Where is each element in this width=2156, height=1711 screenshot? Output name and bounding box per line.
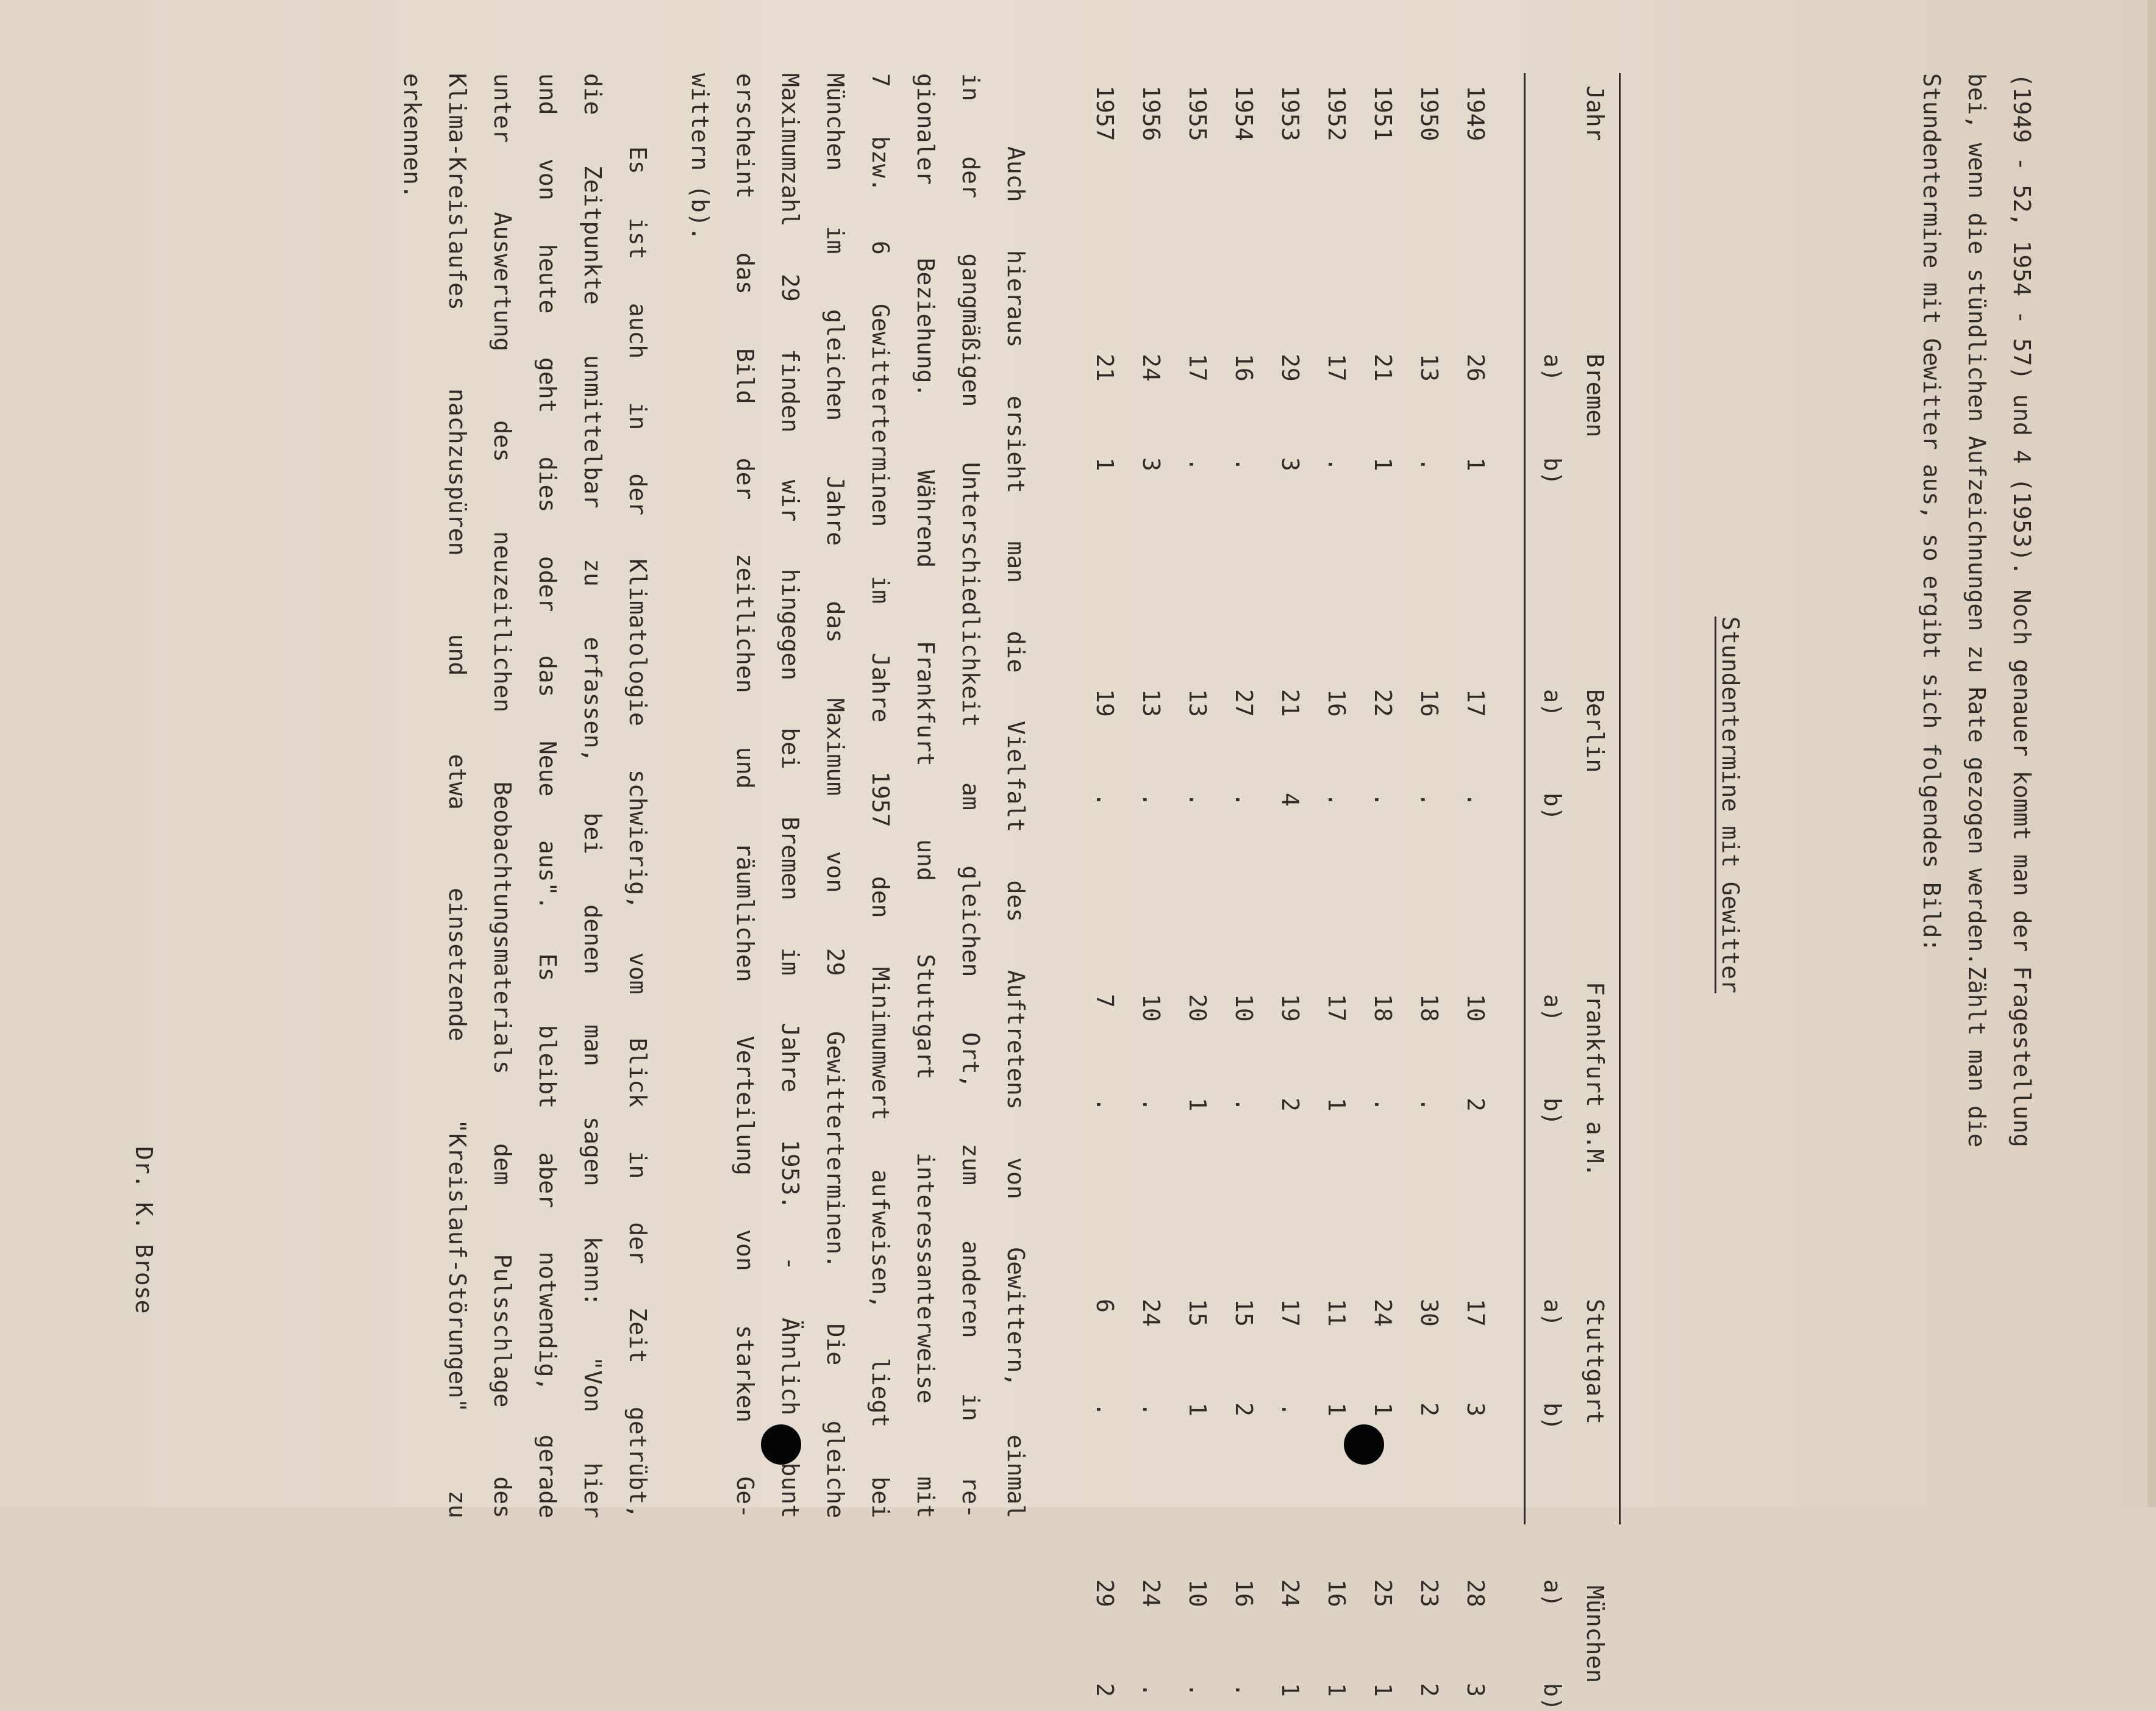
table-value-cell: . [1230, 1683, 1257, 1697]
table-value-cell: 1 [1369, 1683, 1396, 1697]
table-value-cell: 17 [1323, 354, 1350, 382]
table-value-cell: 2 [1277, 1098, 1304, 1112]
table-value-cell: . [1184, 457, 1211, 471]
table-value-cell: 17 [1184, 354, 1211, 382]
table-value-cell: . [1230, 1098, 1257, 1112]
table-year-cell: 1950 [1416, 85, 1443, 141]
table-top-rule [1619, 73, 1621, 1524]
table-value-cell: 1 [1462, 457, 1489, 471]
column-a-label: a) [1539, 354, 1566, 382]
page-edge-shadow [2147, 0, 2156, 1507]
table-value-cell: 10 [1230, 994, 1257, 1022]
paragraph-line: erkennen. [399, 73, 426, 199]
table-value-cell: 21 [1091, 354, 1118, 382]
table-value-cell: 11 [1323, 1299, 1350, 1327]
table-value-cell: . [1138, 1683, 1165, 1697]
table-value-cell: . [1184, 1683, 1211, 1697]
table-value-cell: 22 [1369, 689, 1396, 717]
table-year-cell: 1951 [1369, 85, 1396, 141]
paragraph-line: Klima-Kreislaufes nachzuspüren und etwa einsetzende "Kreislauf-Störungen" zu [444, 73, 471, 1518]
table-value-cell: 1 [1091, 457, 1118, 471]
column-a-label: a) [1539, 689, 1566, 717]
table-title: Stundentermine mit Gewitter [1717, 616, 1744, 993]
table-value-cell: 1 [1369, 457, 1396, 471]
table-value-cell: 4 [1277, 793, 1304, 807]
table-value-cell: 18 [1369, 994, 1396, 1022]
paragraph-line: Es ist auch in der Klimatologie schwierig, vom Blick in der Zeit getrübt, [624, 146, 651, 1518]
table-year-cell: 1952 [1323, 85, 1350, 141]
table-value-cell: . [1184, 793, 1211, 807]
table-value-cell: 18 [1416, 994, 1443, 1022]
table-value-cell: 10 [1138, 994, 1165, 1022]
table-value-cell: 21 [1369, 354, 1396, 382]
city-header: Stuttgart [1582, 1299, 1608, 1424]
table-value-cell: . [1091, 793, 1118, 807]
table-value-cell: 3 [1462, 1402, 1489, 1416]
table-value-cell: 13 [1416, 354, 1443, 382]
paragraph-line: gionaler Beziehung. Während Frankfurt und Stuttgart interessanterweise mit [912, 73, 939, 1518]
table-value-cell: . [1323, 793, 1350, 807]
intro-line-1: (1949 - 52, 1954 - 57) und 4 (1953). Noch genauer kommt man der Fragestellung [2008, 73, 2035, 1148]
table-value-cell: 29 [1091, 1579, 1118, 1607]
table-value-cell: 26 [1462, 354, 1489, 382]
city-header: Berlin [1582, 689, 1608, 773]
paragraph-line: wittern (b). [687, 73, 713, 241]
paragraph-line: erscheint das Bild der zeitlichen und räumlichen Verteilung von starken Ge- [732, 73, 759, 1518]
table-header-rule [1524, 73, 1526, 1524]
table-value-cell: 19 [1091, 689, 1118, 717]
table-value-cell: . [1091, 1098, 1118, 1112]
table-value-cell: 28 [1462, 1579, 1489, 1607]
table-value-cell: 10 [1462, 994, 1489, 1022]
table-value-cell: 16 [1323, 689, 1350, 717]
table-value-cell: 17 [1277, 1299, 1304, 1327]
paragraph-line: die Zeitpunkte unmittelbar zu erfassen, bei denen man sagen kann: "Von hier [579, 73, 606, 1518]
table-year-cell: 1949 [1462, 85, 1489, 141]
paragraph-line: Auch hieraus ersieht man die Vielfalt des Auftretens von Gewittern, einmal [1002, 146, 1029, 1518]
table-year-cell: 1956 [1138, 85, 1165, 141]
table-value-cell: . [1416, 1098, 1443, 1112]
table-value-cell: . [1138, 1098, 1165, 1112]
table-value-cell: 10 [1184, 1579, 1211, 1607]
table-value-cell: 1 [1277, 1683, 1304, 1697]
table-value-cell: 1 [1323, 1402, 1350, 1416]
column-a-label: a) [1539, 994, 1566, 1022]
table-value-cell: 7 [1091, 994, 1118, 1008]
table-value-cell: 17 [1323, 994, 1350, 1022]
table-value-cell: 16 [1416, 689, 1443, 717]
signature: Dr. K. Brose [130, 1146, 157, 1314]
table-value-cell: 2 [1091, 1683, 1118, 1697]
table-value-cell: 21 [1277, 689, 1304, 717]
table-value-cell: 1 [1184, 1098, 1211, 1112]
city-header: München [1582, 1585, 1608, 1684]
table-value-cell: 3 [1277, 457, 1304, 471]
table-value-cell: 24 [1138, 354, 1165, 382]
table-value-cell: 13 [1138, 689, 1165, 717]
table-value-cell: 3 [1462, 1683, 1489, 1697]
table-value-cell: 25 [1369, 1579, 1396, 1607]
column-b-label: b) [1539, 1683, 1566, 1711]
table-year-cell: 1957 [1091, 85, 1118, 141]
paragraph-line: München im gleichen Jahre das Maximum von 29 Gewitterterminen. Die gleiche [822, 73, 849, 1518]
table-value-cell: 15 [1184, 1299, 1211, 1327]
table-value-cell: 1 [1323, 1683, 1350, 1697]
table-value-cell: 24 [1138, 1299, 1165, 1327]
table-value-cell: . [1230, 793, 1257, 807]
table-value-cell: . [1138, 793, 1165, 807]
table-value-cell: . [1138, 1402, 1165, 1416]
rotated-document [24, 73, 2036, 1711]
table-year-cell: 1954 [1230, 85, 1257, 141]
column-b-label: b) [1539, 1402, 1566, 1431]
table-value-cell: 13 [1184, 689, 1211, 717]
table-value-cell: 24 [1369, 1299, 1396, 1327]
column-b-label: b) [1539, 457, 1566, 485]
year-column-header: Jahr [1582, 85, 1608, 141]
column-a-label: a) [1539, 1299, 1566, 1327]
table-value-cell: . [1416, 793, 1443, 807]
table-value-cell: 3 [1138, 457, 1165, 471]
column-a-label: a) [1539, 1579, 1566, 1607]
table-value-cell: . [1369, 1098, 1396, 1112]
table-value-cell: 30 [1416, 1299, 1443, 1327]
intro-line-2: bei, wenn die stündlichen Aufzeichnungen zu Rate gezogen werden.Zählt man die [1963, 73, 1990, 1148]
table-value-cell: . [1230, 457, 1257, 471]
intro-line-3: Stundentermine mit Gewitter aus, so ergibt sich folgendes Bild: [1918, 73, 1945, 952]
table-value-cell: 19 [1277, 994, 1304, 1022]
table-value-cell: . [1277, 1402, 1304, 1416]
column-b-label: b) [1539, 1098, 1566, 1126]
paragraph-line: und von heute geht dies oder das Neue aus". Es bleibt aber notwendig, gerade [534, 73, 561, 1518]
paragraph-line: unter Auswertung des neuzeitlichen Beobachtungsmaterials dem Pulsschlage des [489, 73, 516, 1518]
table-value-cell: 2 [1416, 1402, 1443, 1416]
table-value-cell: 2 [1416, 1683, 1443, 1697]
paragraph-line: Maximumzahl 29 finden wir hingegen bei Bremen im Jahre 1953. - Ähnlich bunt [777, 73, 804, 1518]
table-value-cell: 2 [1462, 1098, 1489, 1112]
paragraph-line: 7 bzw. 6 Gewitterterminen im Jahre 1957 den Minimumwert aufweisen, liegt bei [867, 73, 894, 1518]
table-value-cell: . [1323, 457, 1350, 471]
table-year-cell: 1953 [1277, 85, 1304, 141]
table-value-cell: . [1369, 793, 1396, 807]
table-value-cell: 17 [1462, 689, 1489, 717]
table-value-cell: 2 [1230, 1402, 1257, 1416]
column-b-label: b) [1539, 793, 1566, 821]
table-value-cell: 24 [1138, 1579, 1165, 1607]
table-value-cell: 17 [1462, 1299, 1489, 1327]
table-value-cell: 20 [1184, 994, 1211, 1022]
paragraph-line: in der gangmäßigen Unterschiedlichkeit am gleichen Ort, zum anderen in re- [957, 73, 984, 1518]
table-value-cell: 1 [1184, 1402, 1211, 1416]
table-value-cell: 29 [1277, 354, 1304, 382]
table-value-cell: . [1416, 457, 1443, 471]
table-value-cell: 27 [1230, 689, 1257, 717]
city-header: Frankfurt a.M. [1582, 982, 1608, 1177]
table-value-cell: 23 [1416, 1579, 1443, 1607]
city-header: Bremen [1582, 354, 1608, 438]
table-value-cell: 16 [1230, 354, 1257, 382]
table-value-cell: 16 [1323, 1579, 1350, 1607]
table-value-cell: 15 [1230, 1299, 1257, 1327]
table-value-cell: 1 [1323, 1098, 1350, 1112]
table-value-cell: 16 [1230, 1579, 1257, 1607]
table-value-cell: . [1091, 1402, 1118, 1416]
table-value-cell: 24 [1277, 1579, 1304, 1607]
table-value-cell: . [1462, 793, 1489, 807]
table-value-cell: 1 [1369, 1402, 1396, 1416]
table-year-cell: 1955 [1184, 85, 1211, 141]
table-value-cell: 6 [1091, 1299, 1118, 1313]
